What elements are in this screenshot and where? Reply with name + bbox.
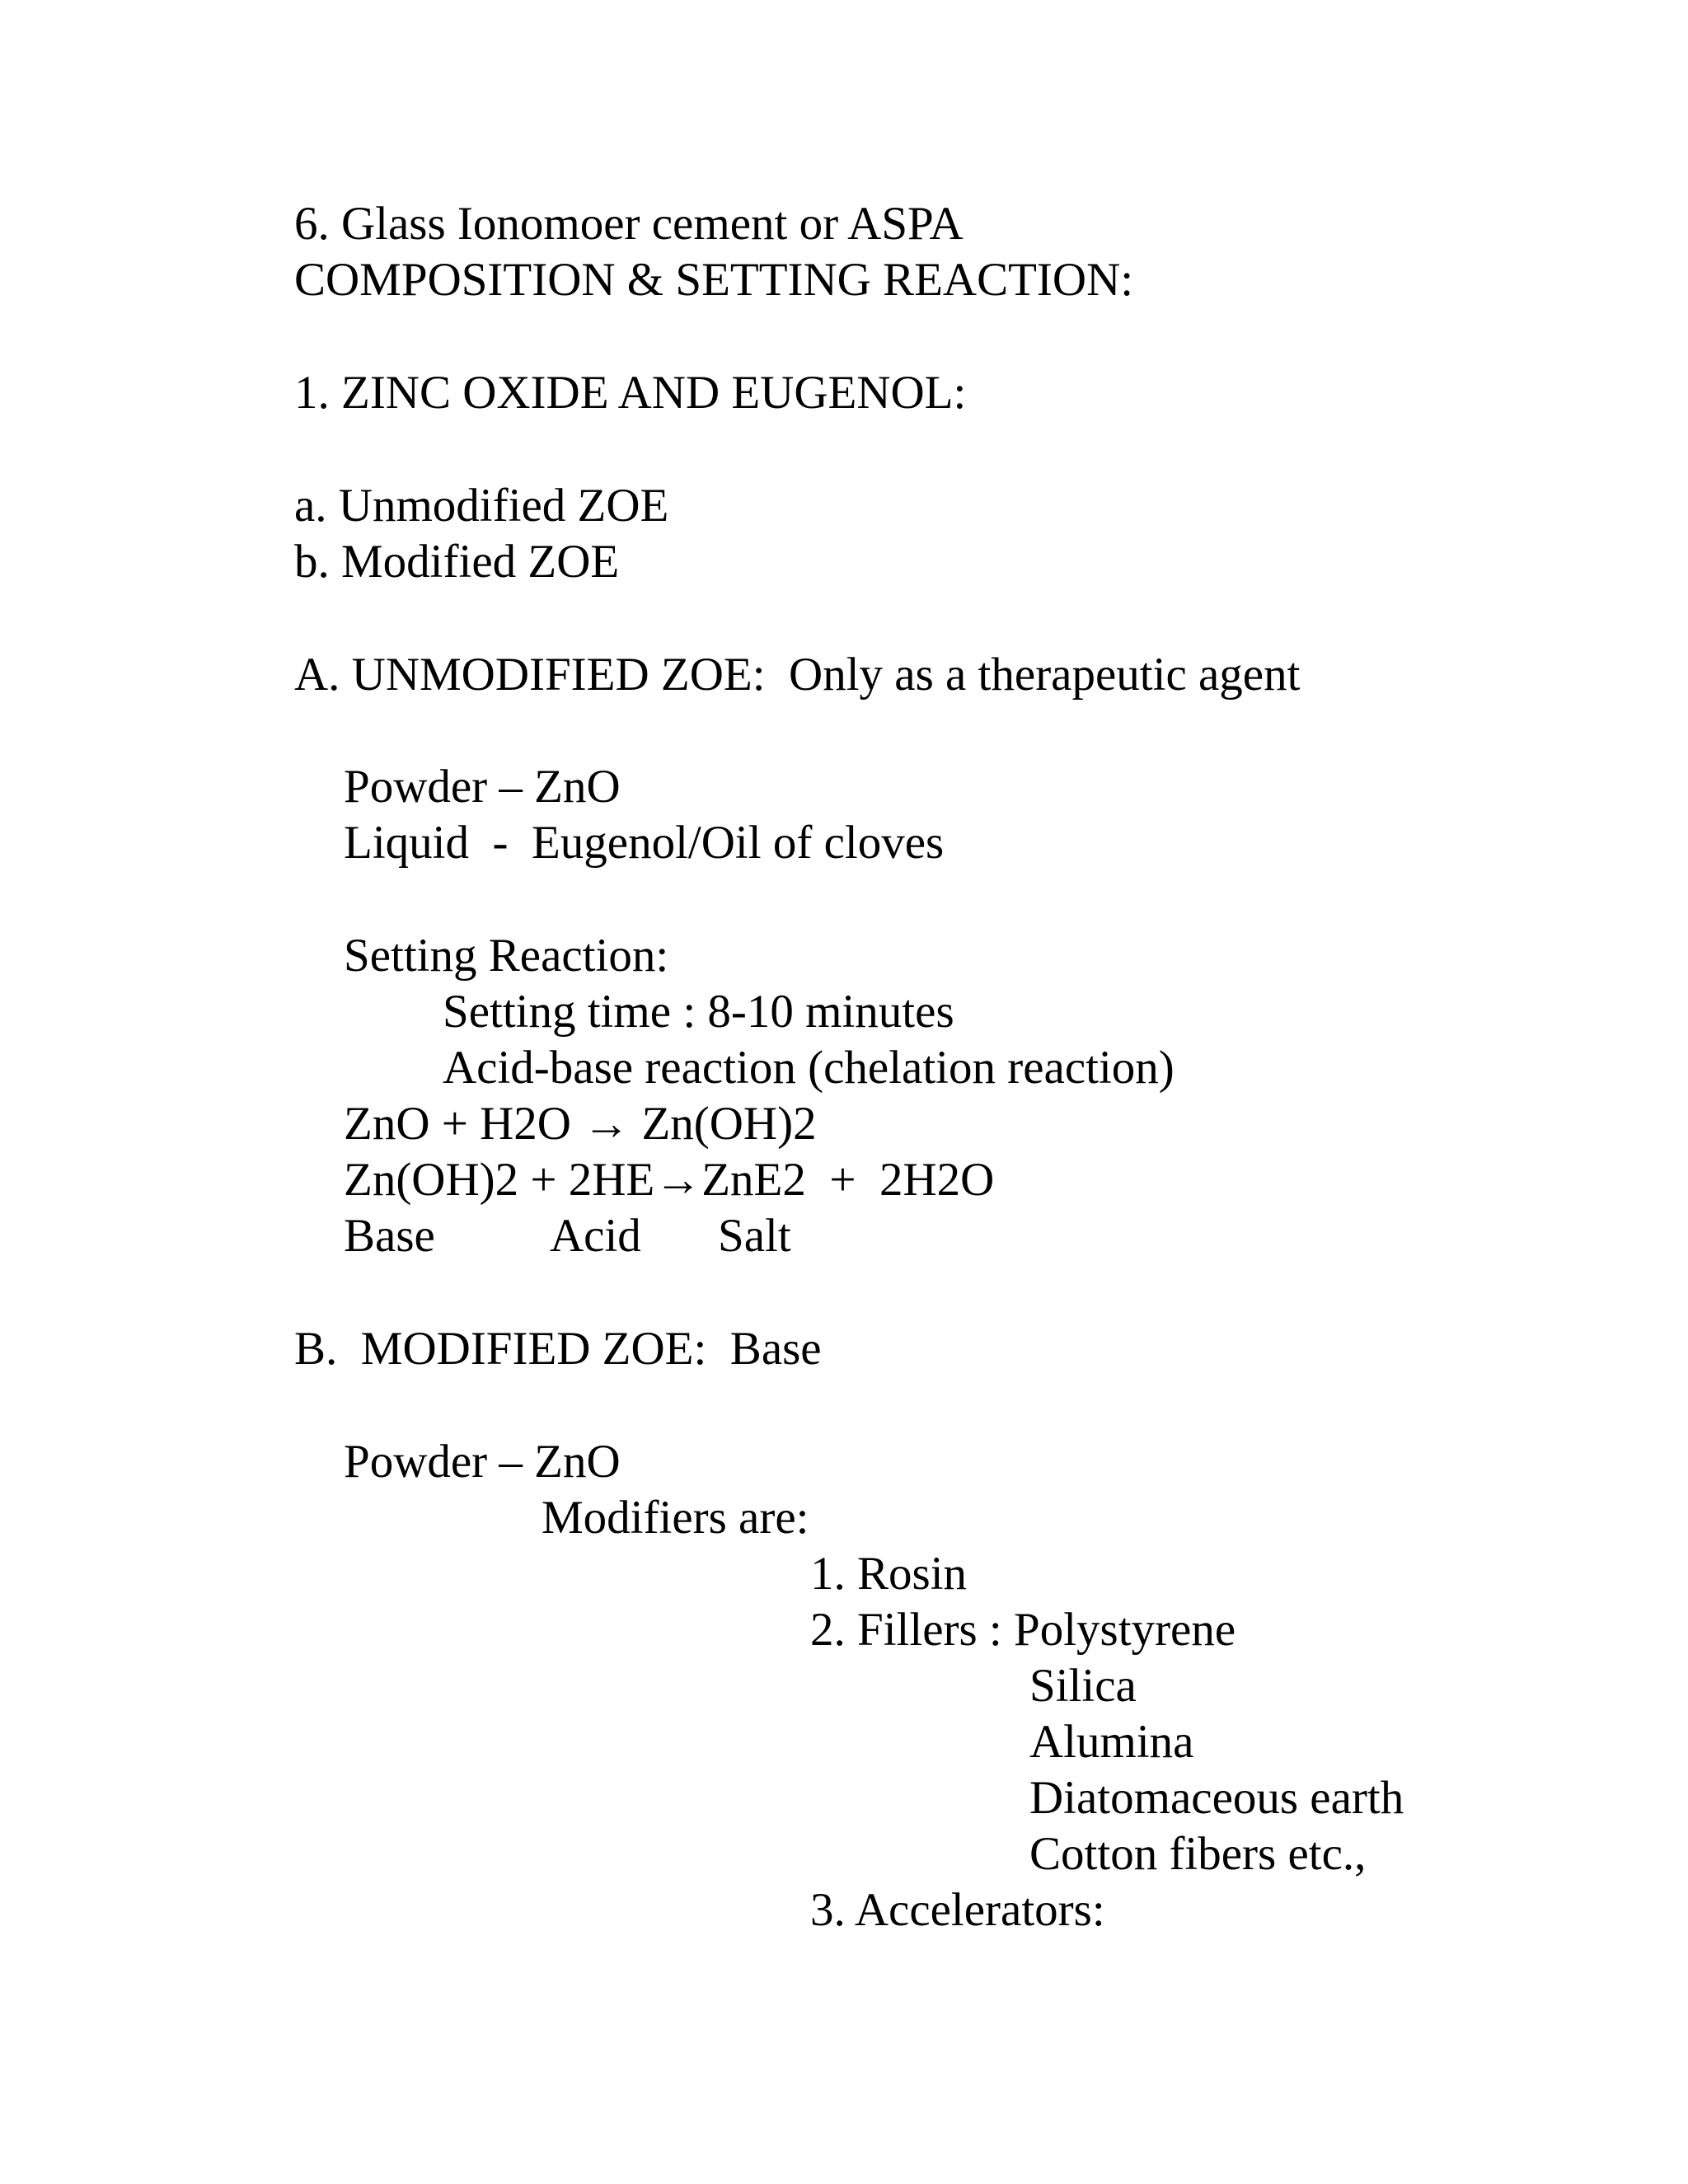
label-acid: Acid <box>550 1210 641 1262</box>
type-item-modified: b. Modified ZOE <box>294 536 620 588</box>
filler-alumina: Alumina <box>1029 1716 1194 1768</box>
filler-silica: Silica <box>1029 1660 1137 1712</box>
modifier-accelerators: 3. Accelerators: <box>810 1884 1105 1936</box>
filler-cotton-fibers: Cotton fibers etc., <box>1029 1828 1367 1880</box>
modified-powder: Powder – ZnO <box>344 1436 621 1488</box>
reaction-type: Acid-base reaction (chelation reaction) <box>443 1042 1175 1094</box>
unmodified-powder: Powder – ZnO <box>344 761 621 813</box>
equation-1: ZnO + H2O → Zn(OH)2 <box>344 1098 817 1150</box>
setting-time: Setting time : 8-10 minutes <box>443 986 954 1038</box>
unmodified-liquid: Liquid - Eugenol/Oil of cloves <box>344 817 945 869</box>
heading-line-2: COMPOSITION & SETTING REACTION: <box>294 254 1134 306</box>
filler-diatomaceous-earth: Diatomaceous earth <box>1029 1772 1404 1824</box>
modified-zoe-title: B. MODIFIED ZOE: Base <box>294 1323 822 1375</box>
heading-line-1: 6. Glass Ionomoer cement or ASPA <box>294 198 964 250</box>
unmodified-zoe-title: A. UNMODIFIED ZOE: Only as a therapeutic agent <box>294 649 1301 701</box>
section-title-zoe: 1. ZINC OXIDE AND EUGENOL: <box>294 367 967 419</box>
label-base: Base <box>344 1210 435 1262</box>
modifier-fillers: 2. Fillers : Polystyrene <box>810 1604 1236 1656</box>
modifier-rosin: 1. Rosin <box>810 1548 968 1600</box>
label-salt: Salt <box>718 1210 791 1262</box>
equation-2: Zn(OH)2 + 2HE→ZnE2 + 2H2O <box>344 1154 995 1206</box>
setting-reaction-label: Setting Reaction: <box>344 930 669 982</box>
type-item-unmodified: a. Unmodified ZOE <box>294 480 669 532</box>
modifiers-label: Modifiers are: <box>542 1492 809 1544</box>
